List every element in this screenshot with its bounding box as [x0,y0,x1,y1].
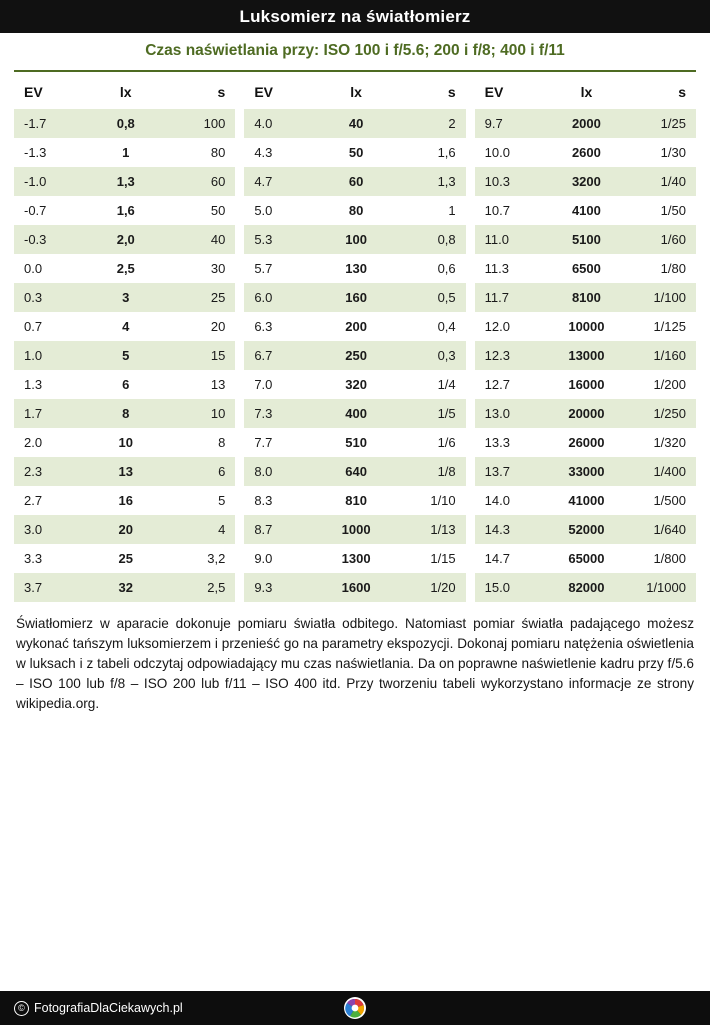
cell-s: 1/80 [660,261,686,276]
table-row [244,486,465,515]
cell-lx: 13000 [550,341,623,370]
cell-ev: 12.7 [484,377,510,392]
cell-ev: 1.7 [14,399,89,428]
cell-s: 0,4 [437,319,456,334]
cell-lx: 10000 [568,319,605,334]
table-row [475,109,696,138]
cell-lx: 50 [348,145,364,160]
table-row [14,486,235,515]
cell-ev: 5.3 [244,225,319,254]
cell-s: 13 [210,377,226,392]
table-row [14,138,235,167]
subtitle: Czas naświetlania przy: ISO 100 i f/5.6; 200 i f/8; 400 i f/11 [145,42,565,59]
table-row [14,312,235,341]
table-row [14,399,235,428]
table-row [244,399,465,428]
table-row [244,544,465,573]
cell-lx: 320 [345,377,367,392]
cell-s: 0,5 [393,283,466,312]
cell-s: 1/13 [393,515,466,544]
cell-lx: 160 [320,283,393,312]
cell-s: 1/800 [653,551,686,566]
copyright-icon: © [14,1001,29,1016]
table-row [244,109,465,138]
cell-ev: 3.0 [14,515,89,544]
cell-ev: 4.7 [244,167,319,196]
cell-ev: 6.7 [244,341,319,370]
cell-s: 2 [393,109,466,138]
cell-ev: 5.0 [254,203,273,218]
cell-s: 1/640 [623,515,696,544]
cell-ev: 7.7 [254,435,273,450]
footer-bar [0,991,710,1025]
header-bar [0,0,710,33]
table-row [475,254,696,283]
table-row [244,428,465,457]
cell-s: 0,6 [437,261,456,276]
cell-lx: 2000 [550,109,623,138]
cell-s: 1/100 [623,283,696,312]
table-row [475,457,696,486]
table-row [475,486,696,515]
table-row [244,138,465,167]
cell-ev: 6.0 [244,283,319,312]
cell-ev: 8.0 [244,457,319,486]
cell-lx: 52000 [550,515,623,544]
cell-lx: 20000 [550,399,623,428]
cell-lx: 25 [118,551,133,566]
cell-lx: 400 [320,399,393,428]
cell-lx: 16000 [568,377,605,392]
cell-lx: 810 [345,493,367,508]
cell-lx: 6 [122,377,130,392]
cell-ev: 2.0 [24,435,43,450]
table-row [244,515,465,544]
cell-s: 1/10 [430,493,456,508]
table-row [475,341,696,370]
table-row [475,138,696,167]
table-row [475,428,696,457]
table-row [14,196,235,225]
cell-s: 1/200 [653,377,686,392]
cell-s: 1/500 [653,493,686,508]
table-row [475,312,696,341]
cell-lx: 60 [320,167,393,196]
cell-s: 25 [162,283,235,312]
cell-lx: 65000 [568,551,605,566]
cell-s: 5 [218,493,226,508]
cell-ev: 3.7 [14,573,89,602]
cell-ev: 0.3 [14,283,89,312]
cell-lx: 40 [320,109,393,138]
cell-lx: 80 [348,203,364,218]
cell-ev: 9.0 [254,551,273,566]
tables-container [0,72,710,602]
cell-ev: 14.7 [484,551,510,566]
cell-ev: 12.3 [475,341,550,370]
cell-lx: 640 [320,457,393,486]
cell-ev: 8.7 [244,515,319,544]
cell-ev: 9.3 [244,573,319,602]
cell-lx: 2,0 [89,225,162,254]
cell-lx: 250 [320,341,393,370]
table-row [475,370,696,399]
cell-lx: 41000 [568,493,605,508]
cell-ev: 13.3 [484,435,510,450]
table-row [14,254,235,283]
cell-ev: 3.3 [24,551,43,566]
column-header-ev: EV [475,78,550,109]
cell-ev: 4.0 [244,109,319,138]
cell-ev: 10.0 [484,145,510,160]
cell-ev: 0.0 [24,261,43,276]
cell-s: 1/30 [660,145,686,160]
cell-lx: 3 [89,283,162,312]
credit-block [14,1001,183,1016]
column-header-lx: lx [89,78,162,109]
cell-s: 1/15 [430,551,456,566]
table-row [14,370,235,399]
subtitle-section [0,33,710,67]
cell-lx: 2600 [571,145,601,160]
cell-lx: 13 [89,457,162,486]
cell-lx: 26000 [568,435,605,450]
cell-lx: 20 [89,515,162,544]
cell-ev: 1.3 [24,377,43,392]
cell-s: 0,3 [393,341,466,370]
cell-ev: 2.3 [14,457,89,486]
cell-ev: 1.0 [14,341,89,370]
table-header-row [244,78,465,109]
table-row [14,428,235,457]
cell-ev: 11.7 [475,283,550,312]
table-row [14,515,235,544]
cell-ev: 13.0 [475,399,550,428]
cell-ev: 4.3 [254,145,273,160]
logo [343,996,367,1020]
table-row [14,457,235,486]
cell-s: 1/1000 [623,573,696,602]
cell-ev: 10.7 [484,203,510,218]
cell-ev: -1.3 [24,145,47,160]
column-header-s: s [393,78,466,109]
cell-lx: 1300 [341,551,371,566]
cell-lx: 32 [89,573,162,602]
cell-ev: 10.3 [475,167,550,196]
cell-s: 30 [210,261,226,276]
ev-table-2 [244,78,465,602]
cell-lx: 0,8 [89,109,162,138]
cell-ev: 2.7 [24,493,43,508]
cell-s: 15 [162,341,235,370]
cell-s: 1 [448,203,456,218]
table-row [475,399,696,428]
cell-lx: 33000 [550,457,623,486]
cell-s: 1/25 [623,109,696,138]
cell-ev: 14.0 [484,493,510,508]
cell-lx: 4100 [571,203,601,218]
cell-s: 1,6 [437,145,456,160]
credit-label: FotografiaDlaCiekawych.pl [34,1001,183,1015]
table-row [475,225,696,254]
table-row [475,167,696,196]
cell-lx: 16 [118,493,133,508]
table-row [244,457,465,486]
cell-s: 100 [162,109,235,138]
cell-ev: 11.0 [475,225,550,254]
cell-lx: 2,5 [116,261,135,276]
cell-lx: 1000 [320,515,393,544]
cell-lx: 4 [122,319,130,334]
table-row [244,312,465,341]
table-row [475,515,696,544]
table-row [244,254,465,283]
cell-s: 4 [162,515,235,544]
cell-s: 1/160 [623,341,696,370]
cell-ev: -1.0 [14,167,89,196]
cell-ev: 15.0 [475,573,550,602]
table-header-row [475,78,696,109]
cell-s: 1/4 [437,377,456,392]
table-row [244,167,465,196]
page-title: Luksomierz na światłomierz [239,6,471,26]
cell-s: 1/320 [653,435,686,450]
cell-lx: 3200 [550,167,623,196]
cell-ev: 7.0 [254,377,273,392]
table-row [14,225,235,254]
cell-ev: 9.7 [475,109,550,138]
cell-lx: 1,3 [89,167,162,196]
cell-lx: 100 [320,225,393,254]
table-row [475,196,696,225]
cell-lx: 8 [89,399,162,428]
cell-ev: -0.7 [24,203,47,218]
table-row [244,341,465,370]
cell-s: 1/20 [393,573,466,602]
cell-s: 1/50 [660,203,686,218]
cell-lx: 1,6 [116,203,135,218]
cell-lx: 5100 [550,225,623,254]
cell-s: 1/5 [393,399,466,428]
cell-ev: -0.3 [14,225,89,254]
ev-table-1 [14,78,235,602]
note-paragraph: Światłomierz w aparacie dokonuje pomiaru światła odbitego. Natomiast pomiar światła padającego możesz wykonać tańszym luksomierzem i przenieść go na parametry ekspozycji. Dokonaj pomiaru natężenia oświetlenia w luksach i z tabeli odczytaj odpowiadający mu czas naświetlania. Da on poprawne naświetlenie kadru przy f/5.6 – ISO 100 lub f/8 – ISO 200 lub f/11 – ISO 400 itd. Przy tworzeniu tabeli wykorzystano informacje ze strony wikipedia.org. [16,616,694,711]
table-row [244,573,465,602]
table-row [244,196,465,225]
cell-lx: 8100 [550,283,623,312]
table-row [14,573,235,602]
table-header-row [14,78,235,109]
table-row [244,283,465,312]
cell-ev: 5.7 [254,261,273,276]
cell-ev: 8.3 [254,493,273,508]
table-row [14,544,235,573]
cell-s: 1/60 [623,225,696,254]
table-row [475,573,696,602]
cell-s: 80 [210,145,226,160]
cell-s: 1/125 [653,319,686,334]
cell-s: 1,3 [393,167,466,196]
cell-ev: 14.3 [475,515,550,544]
cell-lx: 82000 [550,573,623,602]
cell-lx: 1 [122,145,130,160]
cell-s: 10 [162,399,235,428]
explanatory-note [0,602,710,714]
column-header-s: s [162,78,235,109]
cell-s: 1/6 [437,435,456,450]
cell-lx: 510 [345,435,367,450]
cell-s: 40 [162,225,235,254]
cell-s: 2,5 [162,573,235,602]
cell-ev: 7.3 [244,399,319,428]
cell-lx: 1600 [320,573,393,602]
table-row [14,167,235,196]
column-header-lx: lx [320,78,393,109]
table-row [14,341,235,370]
cell-ev: -1.7 [14,109,89,138]
column-header-lx: lx [550,78,623,109]
cell-s: 8 [218,435,226,450]
cell-lx: 6500 [571,261,601,276]
cell-s: 60 [162,167,235,196]
ev-table-3 [475,78,696,602]
cell-s: 50 [210,203,226,218]
cell-ev: 11.3 [484,261,509,276]
cell-s: 1/400 [623,457,696,486]
cell-ev: 6.3 [254,319,273,334]
cell-s: 20 [210,319,226,334]
cell-s: 1/8 [393,457,466,486]
cell-lx: 10 [118,435,133,450]
table-row [14,283,235,312]
table-row [475,544,696,573]
cell-s: 6 [162,457,235,486]
table-row [475,283,696,312]
column-header-s: s [623,78,696,109]
table-row [244,370,465,399]
cell-lx: 5 [89,341,162,370]
cell-s: 0,8 [393,225,466,254]
cell-ev: 12.0 [484,319,510,334]
cell-s: 1/40 [623,167,696,196]
cell-lx: 130 [345,261,367,276]
cell-ev: 13.7 [475,457,550,486]
table-row [244,225,465,254]
column-header-ev: EV [244,78,319,109]
cell-s: 1/250 [623,399,696,428]
column-header-ev: EV [14,78,89,109]
table-row [14,109,235,138]
cell-s: 3,2 [207,551,226,566]
cell-lx: 200 [345,319,367,334]
cell-ev: 0.7 [24,319,43,334]
